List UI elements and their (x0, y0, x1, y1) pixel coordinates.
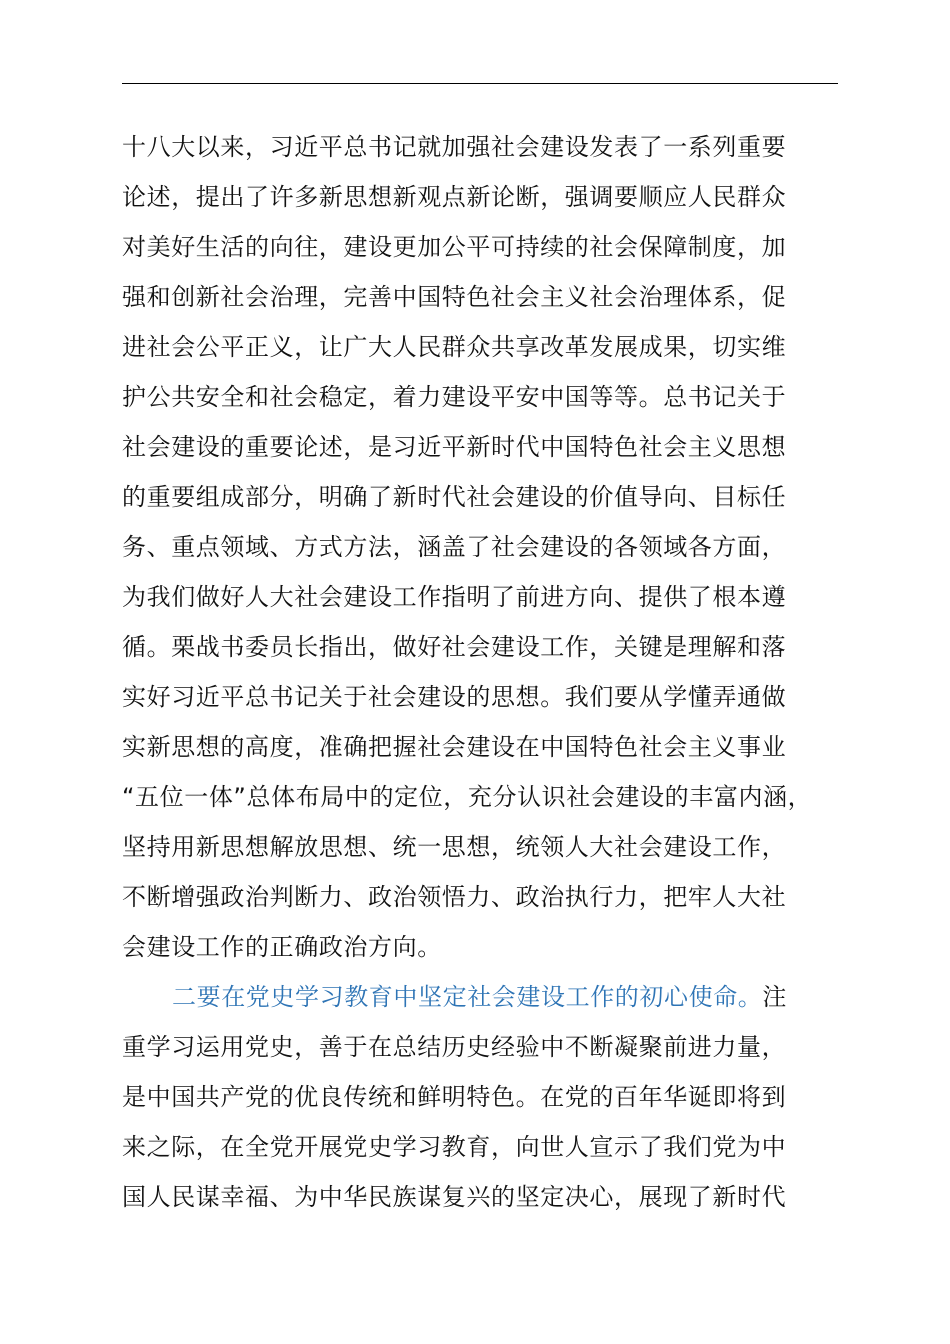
text-line: 坚持用新思想解放思想、统一思想，统领人大社会建设工作， (122, 833, 787, 861)
text-line: 来之际，在全党开展党史学习教育，向世人宣示了我们党为中 (122, 1133, 787, 1161)
text-line: “五位一体”总体布局中的定位，充分认识社会建设的丰富内涵， (122, 783, 813, 811)
text-line: 不断增强政治判断力、政治领悟力、政治执行力，把牢人大社 (122, 883, 787, 911)
paragraph-1 (122, 122, 842, 972)
text-line: 会建设工作的正确政治方向。 (122, 933, 442, 961)
text-line: 实好习近平总书记关于社会建设的思想。我们要从学懂弄通做 (122, 683, 787, 711)
paragraph-2 (122, 972, 842, 1222)
text-line: 社会建设的重要论述，是习近平新时代中国特色社会主义思想 (122, 433, 787, 461)
text-line: 强和创新社会治理，完善中国特色社会主义社会治理体系，促 (122, 283, 787, 311)
text-line: 护公共安全和社会稳定，着力建设平安中国等等。总书记关于 (122, 383, 787, 411)
text-line: 论述，提出了许多新思想新观点新论断，强调要顺应人民群众 (122, 183, 787, 211)
text-line: 对美好生活的向往，建设更加公平可持续的社会保障制度，加 (122, 233, 787, 261)
text-line: 的重要组成部分，明确了新时代社会建设的价值导向、目标任 (122, 483, 787, 511)
text-line: 国人民谋幸福、为中华民族谋复兴的坚定决心，展现了新时代 (122, 1183, 787, 1211)
text-line: 为我们做好人大社会建设工作指明了前进方向、提供了根本遵 (122, 583, 787, 611)
text-line: 是中国共产党的优良传统和鲜明特色。在党的百年华诞即将到 (122, 1083, 787, 1111)
paragraph-2-first-line (122, 972, 842, 1022)
text-line: 十八大以来，习近平总书记就加强社会建设发表了一系列重要 (122, 133, 787, 161)
text-line: 重学习运用党史，善于在总结历史经验中不断凝聚前进力量， (122, 1033, 787, 1061)
heading-trailing-text: 注 (762, 983, 788, 1011)
text-line: 实新思想的高度，准确把握社会建设在中国特色社会主义事业 (122, 733, 787, 761)
text-line: 进社会公平正义，让广大人民群众共享改革发展成果，切实维 (122, 333, 787, 361)
header-rule (122, 83, 838, 84)
section-heading: 二要在党史学习教育中坚定社会建设工作的初心使命。 (172, 983, 763, 1011)
text-line: 循。栗战书委员长指出，做好社会建设工作，关键是理解和落 (122, 633, 787, 661)
document-body (122, 122, 842, 1222)
text-line: 务、重点领域、方式方法，涵盖了社会建设的各领域各方面， (122, 533, 787, 561)
